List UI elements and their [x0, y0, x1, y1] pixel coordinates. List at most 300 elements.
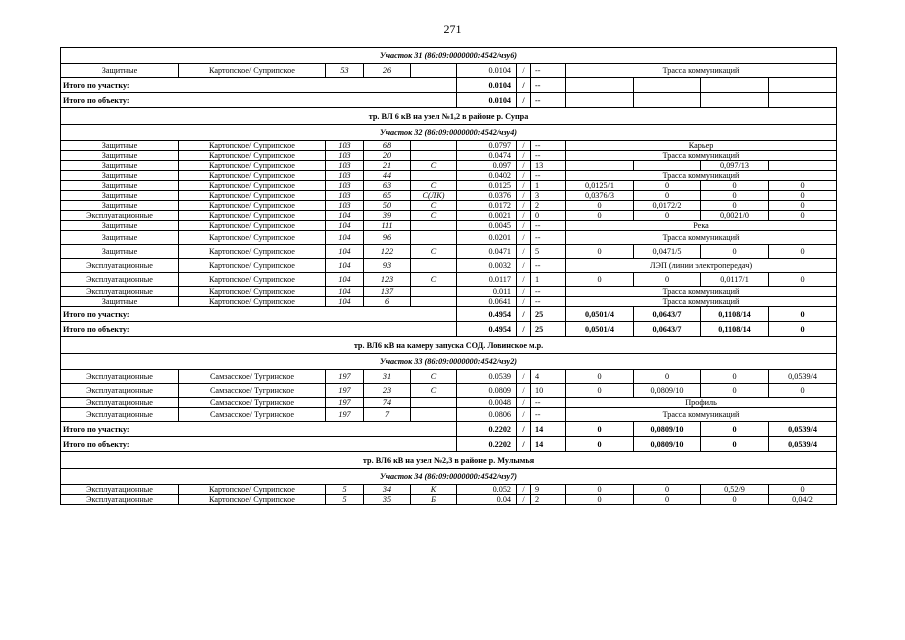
compartment-number: 35 [364, 495, 411, 505]
total-category-4: 0,0539/4 [769, 437, 837, 452]
total-category-4 [769, 93, 837, 108]
total-category-1: 0,0501/4 [566, 322, 634, 337]
forest-type-mark [411, 408, 457, 422]
category-value-2: 0 [634, 181, 701, 191]
forest-category: Эксплуатационные [61, 384, 179, 398]
forestry-district: Самзасское/ Тугринское [179, 408, 326, 422]
category-value-4: 0 [769, 211, 837, 221]
table-row [61, 370, 837, 384]
table-row [61, 384, 837, 398]
quarter-number: 104 [326, 287, 364, 297]
total-category-1 [566, 78, 634, 93]
total-count: -- [531, 78, 566, 93]
total-row [61, 322, 837, 337]
total-category-2: 0,0643/7 [634, 307, 701, 322]
area-value: 0.011 [457, 287, 517, 297]
total-area: 0.0104 [457, 78, 517, 93]
forestry-district: Картопское/ Суприпское [179, 141, 326, 151]
area-value: 0.0806 [457, 408, 517, 422]
compartment-number: 122 [364, 245, 411, 259]
stock-count: 0 [531, 211, 566, 221]
compartment-number: 111 [364, 221, 411, 231]
total-row [61, 307, 837, 322]
forestry-district: Самзасское/ Тугринское [179, 384, 326, 398]
category-value-4: 0 [769, 191, 837, 201]
category-value-2: 0 [634, 211, 701, 221]
area-value: 0.0045 [457, 221, 517, 231]
forest-category: Защитные [61, 201, 179, 211]
category-value-1: 0 [566, 201, 634, 211]
total-category-3: 0 [701, 422, 769, 437]
forest-category: Защитные [61, 151, 179, 161]
table-row [61, 398, 837, 408]
slash: / [517, 78, 531, 93]
slash: / [517, 171, 531, 181]
forestry-district: Картопское/ Суприпское [179, 161, 326, 171]
table-row [61, 171, 837, 181]
land-use-note: Трасса коммуникаций [566, 151, 837, 161]
category-value-1: 0 [566, 485, 634, 495]
slash: / [517, 273, 531, 287]
land-use-note: Трасса коммуникаций [566, 408, 837, 422]
forest-category: Эксплуатационные [61, 408, 179, 422]
category-value-3: 0,0021/0 [701, 211, 769, 221]
category-value-3: 0 [701, 370, 769, 384]
quarter-number: 103 [326, 161, 364, 171]
forest-category: Эксплуатационные [61, 370, 179, 384]
quarter-number: 103 [326, 191, 364, 201]
slash: / [517, 191, 531, 201]
slash: / [517, 422, 531, 437]
table-row [61, 151, 837, 161]
table-row [61, 64, 837, 78]
category-value-2: 0 [634, 191, 701, 201]
land-use-note: Профиль [566, 398, 837, 408]
slash: / [517, 93, 531, 108]
slash: / [517, 259, 531, 273]
compartment-number: 34 [364, 485, 411, 495]
compartment-number: 63 [364, 181, 411, 191]
land-use-note: Карьер [566, 141, 837, 151]
forest-category: Защитные [61, 245, 179, 259]
forest-type-mark: С(ЛК) [411, 191, 457, 201]
forest-category: Защитные [61, 297, 179, 307]
total-category-3: 0,1108/14 [701, 322, 769, 337]
stock-count: -- [531, 287, 566, 297]
category-value-4: 0,04/2 [769, 495, 837, 505]
slash: / [517, 64, 531, 78]
total-row [61, 78, 837, 93]
stock-count: 1 [531, 181, 566, 191]
quarter-number: 103 [326, 141, 364, 151]
stock-count: -- [531, 297, 566, 307]
total-category-3 [701, 93, 769, 108]
total-label: Итого по участку: [61, 422, 457, 437]
table-row [61, 211, 837, 221]
category-value-4: 0 [769, 181, 837, 191]
total-category-4 [769, 78, 837, 93]
area-value: 0.052 [457, 485, 517, 495]
area-value: 0.0641 [457, 297, 517, 307]
forest-category: Защитные [61, 161, 179, 171]
total-label: Итого по участку: [61, 78, 457, 93]
plot-section-header [61, 48, 837, 64]
total-area: 0.2202 [457, 437, 517, 452]
compartment-number: 7 [364, 408, 411, 422]
total-category-1 [566, 93, 634, 108]
slash: / [517, 495, 531, 505]
total-area: 0.2202 [457, 422, 517, 437]
compartment-number: 137 [364, 287, 411, 297]
stock-count: -- [531, 64, 566, 78]
stock-count: -- [531, 141, 566, 151]
total-count: 25 [531, 322, 566, 337]
total-row [61, 93, 837, 108]
compartment-number: 68 [364, 141, 411, 151]
stock-count: 13 [531, 161, 566, 171]
forest-type-mark [411, 221, 457, 231]
total-label: Итого по участку: [61, 307, 457, 322]
compartment-number: 39 [364, 211, 411, 221]
category-value-2: 0 [634, 273, 701, 287]
forest-type-mark: С [411, 181, 457, 191]
area-value: 0.097 [457, 161, 517, 171]
total-category-2: 0,0643/7 [634, 322, 701, 337]
table-row [61, 231, 837, 245]
total-count: 14 [531, 422, 566, 437]
category-value-1 [566, 161, 634, 171]
forest-type-mark: С [411, 273, 457, 287]
area-value: 0.0471 [457, 245, 517, 259]
compartment-number: 23 [364, 384, 411, 398]
quarter-number: 53 [326, 64, 364, 78]
category-value-3: 0 [701, 384, 769, 398]
total-category-3: 0,1108/14 [701, 307, 769, 322]
land-use-note: Трасса коммуникаций [566, 287, 837, 297]
category-value-3: 0,0117/1 [701, 273, 769, 287]
category-value-3: 0 [701, 495, 769, 505]
table-row [61, 495, 837, 505]
table-row [61, 181, 837, 191]
compartment-number: 123 [364, 273, 411, 287]
slash: / [517, 322, 531, 337]
area-value: 0.0539 [457, 370, 517, 384]
compartment-number: 93 [364, 259, 411, 273]
quarter-number: 197 [326, 370, 364, 384]
forestry-district: Картопское/ Суприпское [179, 191, 326, 201]
slash: / [517, 151, 531, 161]
forest-type-mark [411, 259, 457, 273]
total-count: 25 [531, 307, 566, 322]
plot-section-title: Участок 31 (86:09:0000000:4542/чзу6) [61, 48, 837, 64]
slash: / [517, 211, 531, 221]
quarter-number: 104 [326, 221, 364, 231]
land-use-note: Трасса коммуникаций [566, 231, 837, 245]
slash: / [517, 221, 531, 231]
category-value-4: 0,0539/4 [769, 370, 837, 384]
forestry-district: Самзасское/ Тугринское [179, 370, 326, 384]
land-use-note: Река [566, 221, 837, 231]
table-row [61, 161, 837, 171]
compartment-number: 21 [364, 161, 411, 171]
slash: / [517, 287, 531, 297]
plot-section-title: Участок 32 (86:09:0000000:4542/чзу4) [61, 125, 837, 141]
compartment-number: 6 [364, 297, 411, 307]
table-row [61, 259, 837, 273]
total-count: 14 [531, 437, 566, 452]
forest-type-mark: С [411, 211, 457, 221]
stock-count: 9 [531, 485, 566, 495]
category-value-4: 0 [769, 273, 837, 287]
area-value: 0.0104 [457, 64, 517, 78]
total-category-4: 0 [769, 307, 837, 322]
forestry-district: Картопское/ Суприпское [179, 221, 326, 231]
category-value-1: 0 [566, 211, 634, 221]
forest-type-mark [411, 297, 457, 307]
category-value-2: 0 [634, 485, 701, 495]
quarter-number: 5 [326, 485, 364, 495]
category-value-1: 0 [566, 245, 634, 259]
object-header [61, 452, 837, 469]
forest-type-mark [411, 64, 457, 78]
total-category-3: 0 [701, 437, 769, 452]
area-value: 0.0809 [457, 384, 517, 398]
total-row [61, 437, 837, 452]
quarter-number: 103 [326, 151, 364, 161]
compartment-number: 65 [364, 191, 411, 201]
stock-count: 1 [531, 273, 566, 287]
compartment-number: 20 [364, 151, 411, 161]
forest-category: Эксплуатационные [61, 259, 179, 273]
quarter-number: 197 [326, 408, 364, 422]
forest-category: Эксплуатационные [61, 495, 179, 505]
total-area: 0.4954 [457, 307, 517, 322]
quarter-number: 103 [326, 181, 364, 191]
forest-type-mark: Б [411, 495, 457, 505]
stock-count: 2 [531, 495, 566, 505]
category-value-2: 0,0471/5 [634, 245, 701, 259]
slash: / [517, 437, 531, 452]
forestry-district: Картопское/ Суприпское [179, 287, 326, 297]
category-value-1: 0 [566, 495, 634, 505]
total-category-4: 0 [769, 322, 837, 337]
object-title: тр. ВЛ 6 кВ на узел №1,2 в районе р. Супра [61, 108, 837, 125]
quarter-number: 104 [326, 231, 364, 245]
quarter-number: 104 [326, 245, 364, 259]
table-row [61, 273, 837, 287]
slash: / [517, 181, 531, 191]
area-value: 0.0032 [457, 259, 517, 273]
forestry-district: Самзасское/ Тугринское [179, 398, 326, 408]
quarter-number: 197 [326, 384, 364, 398]
land-use-note: Трасса коммуникаций [566, 297, 837, 307]
total-category-4: 0,0539/4 [769, 422, 837, 437]
category-value-1: 0,0376/3 [566, 191, 634, 201]
stock-count: -- [531, 221, 566, 231]
stock-count: 2 [531, 201, 566, 211]
forest-category: Эксплуатационные [61, 287, 179, 297]
forestry-district: Картопское/ Суприпское [179, 231, 326, 245]
plot-section-header [61, 469, 837, 485]
table-row [61, 287, 837, 297]
quarter-number: 104 [326, 211, 364, 221]
compartment-number: 96 [364, 231, 411, 245]
quarter-number: 104 [326, 297, 364, 307]
area-value: 0.0201 [457, 231, 517, 245]
total-area: 0.0104 [457, 93, 517, 108]
category-value-1: 0 [566, 273, 634, 287]
land-use-note: ЛЭП (линии электропередач) [566, 259, 837, 273]
category-value-3: 0 [701, 245, 769, 259]
forest-category: Эксплуатационные [61, 485, 179, 495]
quarter-number: 197 [326, 398, 364, 408]
forestry-district: Картопское/ Суприпское [179, 495, 326, 505]
forest-category: Защитные [61, 231, 179, 245]
stock-count: -- [531, 171, 566, 181]
category-value-3: 0 [701, 191, 769, 201]
slash: / [517, 231, 531, 245]
object-title: тр. ВЛ6 кВ на узел №2,3 в районе р. Мулымья [61, 452, 837, 469]
category-value-1: 0 [566, 384, 634, 398]
object-header [61, 337, 837, 354]
category-value-4 [769, 161, 837, 171]
forestry-district: Картопское/ Суприпское [179, 245, 326, 259]
stock-count: -- [531, 151, 566, 161]
category-value-4: 0 [769, 245, 837, 259]
table-row [61, 141, 837, 151]
total-category-2: 0,0809/10 [634, 422, 701, 437]
forest-category: Защитные [61, 64, 179, 78]
quarter-number: 5 [326, 495, 364, 505]
total-category-1: 0,0501/4 [566, 307, 634, 322]
slash: / [517, 384, 531, 398]
forest-type-mark [411, 398, 457, 408]
forest-type-mark: С [411, 201, 457, 211]
stock-count: -- [531, 398, 566, 408]
plot-section-title: Участок 34 (86:09:0000000:4542/чзу7) [61, 469, 837, 485]
slash: / [517, 161, 531, 171]
stock-count: 10 [531, 384, 566, 398]
category-value-3: 0 [701, 181, 769, 191]
plot-section-header [61, 125, 837, 141]
category-value-3: 0,097/13 [701, 161, 769, 171]
total-category-3 [701, 78, 769, 93]
total-label: Итого по объекту: [61, 93, 457, 108]
table-row [61, 297, 837, 307]
slash: / [517, 485, 531, 495]
area-value: 0.0474 [457, 151, 517, 161]
category-value-1: 0,0125/1 [566, 181, 634, 191]
category-value-4: 0 [769, 384, 837, 398]
stock-count: 4 [531, 370, 566, 384]
category-value-4: 0 [769, 485, 837, 495]
area-value: 0.0125 [457, 181, 517, 191]
forest-category: Защитные [61, 141, 179, 151]
page-number: 271 [443, 22, 462, 36]
object-title: тр. ВЛ6 кВ на камеру запуска СОД. Ловинское м.р. [61, 337, 837, 354]
total-category-2 [634, 78, 701, 93]
forest-category: Эксплуатационные [61, 273, 179, 287]
object-header [61, 108, 837, 125]
forestry-district: Картопское/ Суприпское [179, 485, 326, 495]
area-value: 0.0117 [457, 273, 517, 287]
total-label: Итого по объекту: [61, 437, 457, 452]
forest-category: Защитные [61, 171, 179, 181]
land-plots-table [60, 47, 837, 505]
area-value: 0.0797 [457, 141, 517, 151]
forestry-district: Картопское/ Суприпское [179, 64, 326, 78]
slash: / [517, 201, 531, 211]
forest-type-mark: С [411, 161, 457, 171]
total-label: Итого по объекту: [61, 322, 457, 337]
forestry-district: Картопское/ Суприпское [179, 211, 326, 221]
forestry-district: Картопское/ Суприпское [179, 201, 326, 211]
slash: / [517, 408, 531, 422]
forest-type-mark [411, 287, 457, 297]
forest-type-mark [411, 151, 457, 161]
category-value-3: 0,52/9 [701, 485, 769, 495]
area-value: 0.0021 [457, 211, 517, 221]
slash: / [517, 307, 531, 322]
quarter-number: 104 [326, 259, 364, 273]
slash: / [517, 398, 531, 408]
table-row [61, 221, 837, 231]
compartment-number: 31 [364, 370, 411, 384]
total-category-1: 0 [566, 422, 634, 437]
forest-category: Защитные [61, 181, 179, 191]
area-value: 0.04 [457, 495, 517, 505]
slash: / [517, 245, 531, 259]
table-row [61, 191, 837, 201]
forest-type-mark: С [411, 245, 457, 259]
forestry-district: Картопское/ Суприпское [179, 181, 326, 191]
forest-type-mark [411, 231, 457, 245]
table-row [61, 485, 837, 495]
slash: / [517, 141, 531, 151]
plot-section-title: Участок 33 (86:09:0000000:4542/чзу2) [61, 354, 837, 370]
category-value-2: 0,0809/10 [634, 384, 701, 398]
table-row [61, 408, 837, 422]
compartment-number: 74 [364, 398, 411, 408]
category-value-2 [634, 161, 701, 171]
plot-section-header [61, 354, 837, 370]
stock-count: -- [531, 231, 566, 245]
stock-count: 3 [531, 191, 566, 201]
compartment-number: 44 [364, 171, 411, 181]
stock-count: -- [531, 408, 566, 422]
category-value-2: 0 [634, 495, 701, 505]
area-value: 0.0402 [457, 171, 517, 181]
total-area: 0.4954 [457, 322, 517, 337]
total-count: -- [531, 93, 566, 108]
forest-type-mark: С [411, 370, 457, 384]
area-value: 0.0048 [457, 398, 517, 408]
stock-count: -- [531, 259, 566, 273]
total-category-2 [634, 93, 701, 108]
land-use-note: Трасса коммуникаций [566, 64, 837, 78]
land-use-note: Трасса коммуникаций [566, 171, 837, 181]
forest-type-mark [411, 141, 457, 151]
quarter-number: 103 [326, 171, 364, 181]
forestry-district: Картопское/ Суприпское [179, 273, 326, 287]
category-value-3: 0 [701, 201, 769, 211]
area-value: 0.0376 [457, 191, 517, 201]
forestry-district: Картопское/ Суприпское [179, 151, 326, 161]
quarter-number: 103 [326, 201, 364, 211]
category-value-2: 0 [634, 370, 701, 384]
category-value-2: 0,0172/2 [634, 201, 701, 211]
quarter-number: 104 [326, 273, 364, 287]
